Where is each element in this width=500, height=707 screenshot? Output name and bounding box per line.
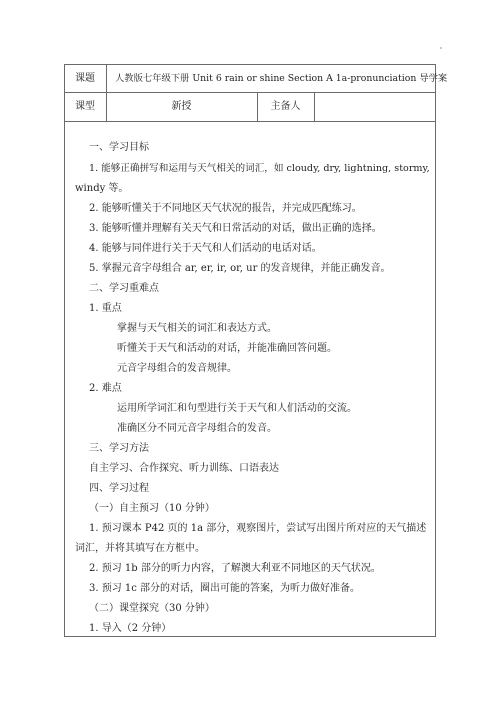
goal-5: 5. 掌握元音字母组合 ar, er, ir, or, ur 的发音规律，并能正确发音。 bbox=[89, 263, 391, 274]
key-point-2: 听懂关于天气和活动的对话，并能准确回答问题。 bbox=[117, 343, 337, 354]
key-points-label: 1. 重点 bbox=[89, 303, 122, 314]
preview-2: 2. 预习 1b 部分的听力内容，了解澳大利亚不同地区的天气状况。 bbox=[89, 563, 381, 574]
title-value: 人教版七年级下册 Unit 6 rain or shine Section A 1a-pronunciation 导学案 bbox=[115, 73, 448, 84]
goal-1-line-2: windy 等。 bbox=[75, 183, 129, 194]
section-heading-key-points: 二、学习重难点 bbox=[89, 283, 159, 294]
difficulties-label: 2. 难点 bbox=[89, 383, 122, 394]
subsection-class-inquiry: （二）课堂探究（30 分钟） bbox=[89, 603, 215, 614]
preview-3: 3. 预习 1c 部分的对话，圈出可能的答案，为听力做好准备。 bbox=[89, 583, 361, 594]
preparer-label: 主备人 bbox=[270, 101, 301, 112]
row-divider-2 bbox=[64, 121, 436, 122]
goal-1-line-1: 1. 能够正确拼写和运用与天气相关的词汇，如 cloudy, dry, lightning, stormy, bbox=[89, 163, 430, 174]
section-heading-goals: 一、学习目标 bbox=[89, 142, 149, 153]
methods-text: 自主学习、合作探究、听力训练、口语表达 bbox=[89, 463, 279, 474]
type-value: 新授 bbox=[171, 101, 192, 112]
difficulty-1: 运用所学词汇和句型进行关于天气和人们活动的交流。 bbox=[117, 403, 357, 414]
type-label: 课型 bbox=[75, 101, 95, 112]
goal-4: 4. 能够与同伴进行关于天气和人们活动的电话对话。 bbox=[89, 243, 322, 254]
preview-1-line-1: 1. 预习课本 P42 页的 1a 部分，观察图片，尝试写出图片所对应的天气描述 bbox=[89, 523, 427, 534]
corner-mark bbox=[440, 47, 442, 49]
goal-2: 2. 能够听懂关于不同地区天气状况的报告，并完成匹配练习。 bbox=[89, 203, 362, 214]
preview-1-line-2: 词汇，并将其填写在方框中。 bbox=[75, 543, 205, 554]
section-heading-process: 四、学习过程 bbox=[89, 483, 149, 494]
key-point-3: 元音字母组合的发音规律。 bbox=[117, 363, 237, 374]
col-divider-preparer bbox=[314, 92, 315, 121]
title-label: 课题 bbox=[75, 73, 95, 84]
row-divider-1 bbox=[64, 92, 436, 93]
section-heading-methods: 三、学习方法 bbox=[89, 443, 149, 454]
key-point-1: 掌握与天气相关的词汇和表达方式。 bbox=[117, 323, 277, 334]
difficulty-2: 准确区分不同元音字母组合的发音。 bbox=[117, 423, 277, 434]
subsection-preview: （一）自主预习（10 分钟） bbox=[89, 503, 215, 514]
intro-step: 1. 导入（2 分钟） bbox=[89, 623, 172, 634]
goal-3: 3. 能够听懂并理解有关天气和日常活动的对话，做出正确的选择。 bbox=[89, 223, 382, 234]
